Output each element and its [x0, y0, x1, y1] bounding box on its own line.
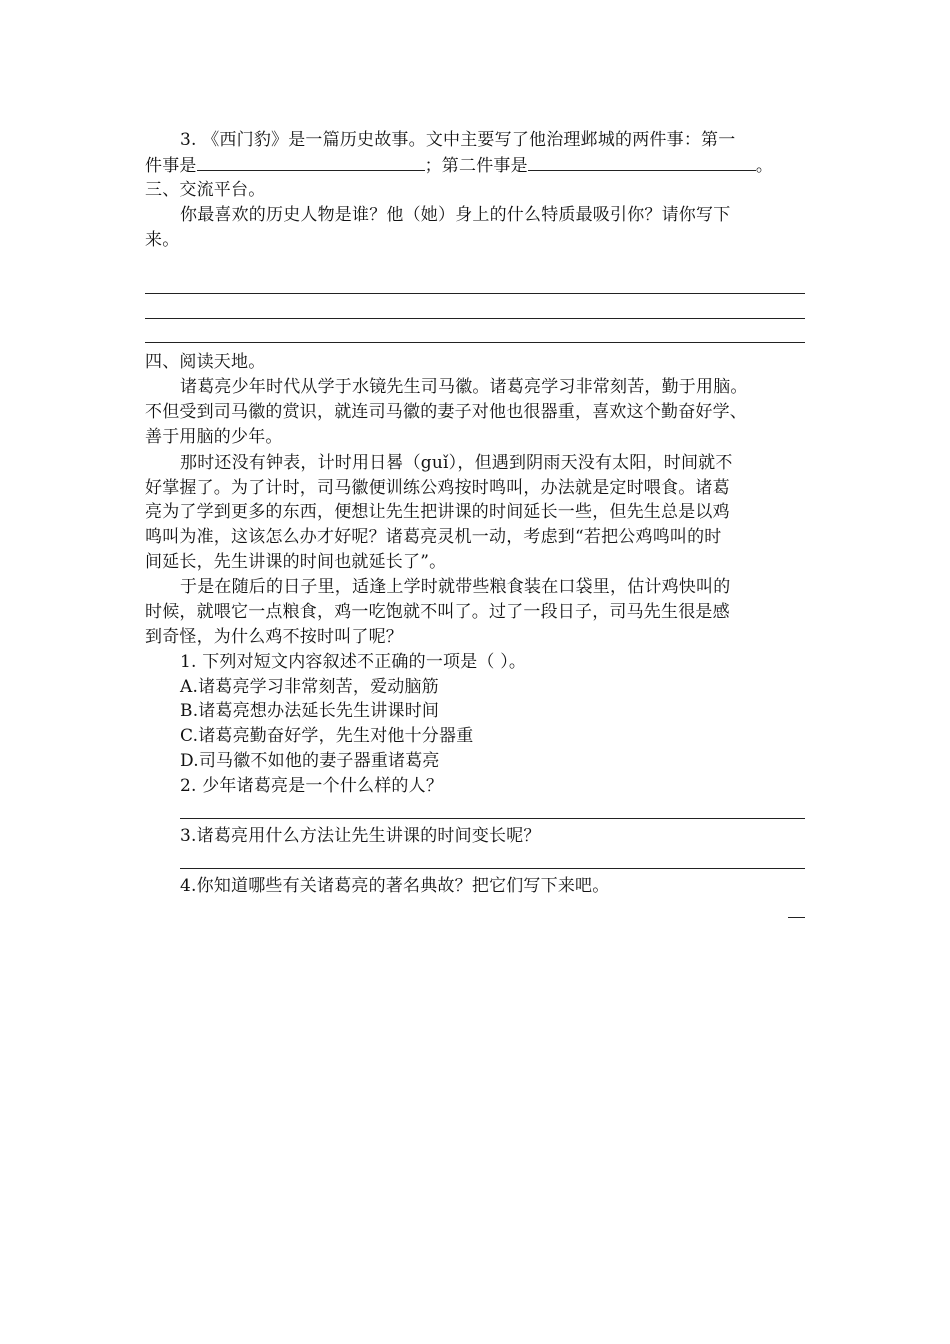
- q3-suffix: 。: [755, 156, 774, 176]
- para1-line: 不但受到司马徽的赏识，就连司马徽的妻子对他也很器重，喜欢这个勤奋好学、: [145, 402, 747, 422]
- section3-prompt-line1: 你最喜欢的历史人物是谁？他（她）身上的什么特质最吸引你？请你写下: [180, 205, 731, 225]
- para2-line: 那时还没有钟表，计时用日晷（guǐ），但遇到阴雨天没有太阳，时间就不: [180, 453, 733, 473]
- section4-heading: 四、阅读天地。: [145, 352, 266, 372]
- section3-heading: 三、交流平台。: [145, 180, 266, 200]
- para2-line: 鸣叫为准，这该怎么办才好呢？诸葛亮灵机一动，考虑到“若把公鸡鸣叫的时: [145, 527, 722, 547]
- option-d: D.司马徽不如他的妻子器重诸葛亮: [180, 751, 440, 771]
- section3-prompt-line2: 来。: [145, 230, 180, 250]
- question-3: 3.诸葛亮用什么方法让先生讲课的时间变长呢？: [180, 826, 541, 846]
- question-3-answer-line[interactable]: [180, 868, 805, 869]
- para1-line: 善于用脑的少年。: [145, 427, 283, 447]
- q3-line2: [145, 153, 773, 178]
- question-4-answer-line[interactable]: [788, 917, 805, 918]
- q3-blank-2[interactable]: [528, 153, 756, 171]
- question-4: 4.你知道哪些有关诸葛亮的著名典故？把它们写下来吧。: [180, 876, 610, 896]
- answer-line-1[interactable]: [145, 293, 805, 294]
- para2-line: 亮为了学到更多的东西，便想让先生把讲课的时间延长一些，但先生总是以鸡: [145, 502, 730, 522]
- q3-blank-1[interactable]: [197, 153, 425, 171]
- q3-middle: ；第二件事是: [424, 156, 528, 176]
- option-c: C.诸葛亮勤奋好学，先生对他十分器重: [180, 726, 474, 746]
- option-a: A.诸葛亮学习非常刻苦，爱动脑筋: [180, 677, 439, 697]
- answer-line-3[interactable]: [145, 342, 805, 343]
- q3-prefix: 件事是: [145, 156, 197, 176]
- answer-line-2[interactable]: [145, 318, 805, 319]
- option-b: B.诸葛亮想办法延长先生讲课时间: [180, 701, 440, 721]
- para3-line: 于是在随后的日子里，适逢上学时就带些粮食装在口袋里，估计鸡快叫的: [180, 577, 731, 597]
- question-2: 2. 少年诸葛亮是一个什么样的人？: [180, 776, 444, 796]
- question-1: 1. 下列对短文内容叙述不正确的一项是（ ）。: [180, 652, 527, 672]
- para3-line: 时候，就喂它一点粮食，鸡一吃饱就不叫了。过了一段日子，司马先生很是感: [145, 602, 730, 622]
- q3-line1: 3. 《西门豹》是一篇历史故事。文中主要写了他治理邺城的两件事：第一: [180, 130, 736, 150]
- para1-line: 诸葛亮少年时代从学于水镜先生司马徽。诸葛亮学习非常刻苦，勤于用脑。: [180, 377, 748, 397]
- para2-line: 好掌握了。为了计时，司马徽便训练公鸡按时鸣叫，办法就是定时喂食。诸葛: [145, 478, 730, 498]
- para3-line: 到奇怪，为什么鸡不按时叫了呢？: [145, 627, 403, 647]
- para2-line: 间延长，先生讲课的时间也就延长了”。: [145, 552, 447, 572]
- question-2-answer-line[interactable]: [180, 818, 805, 819]
